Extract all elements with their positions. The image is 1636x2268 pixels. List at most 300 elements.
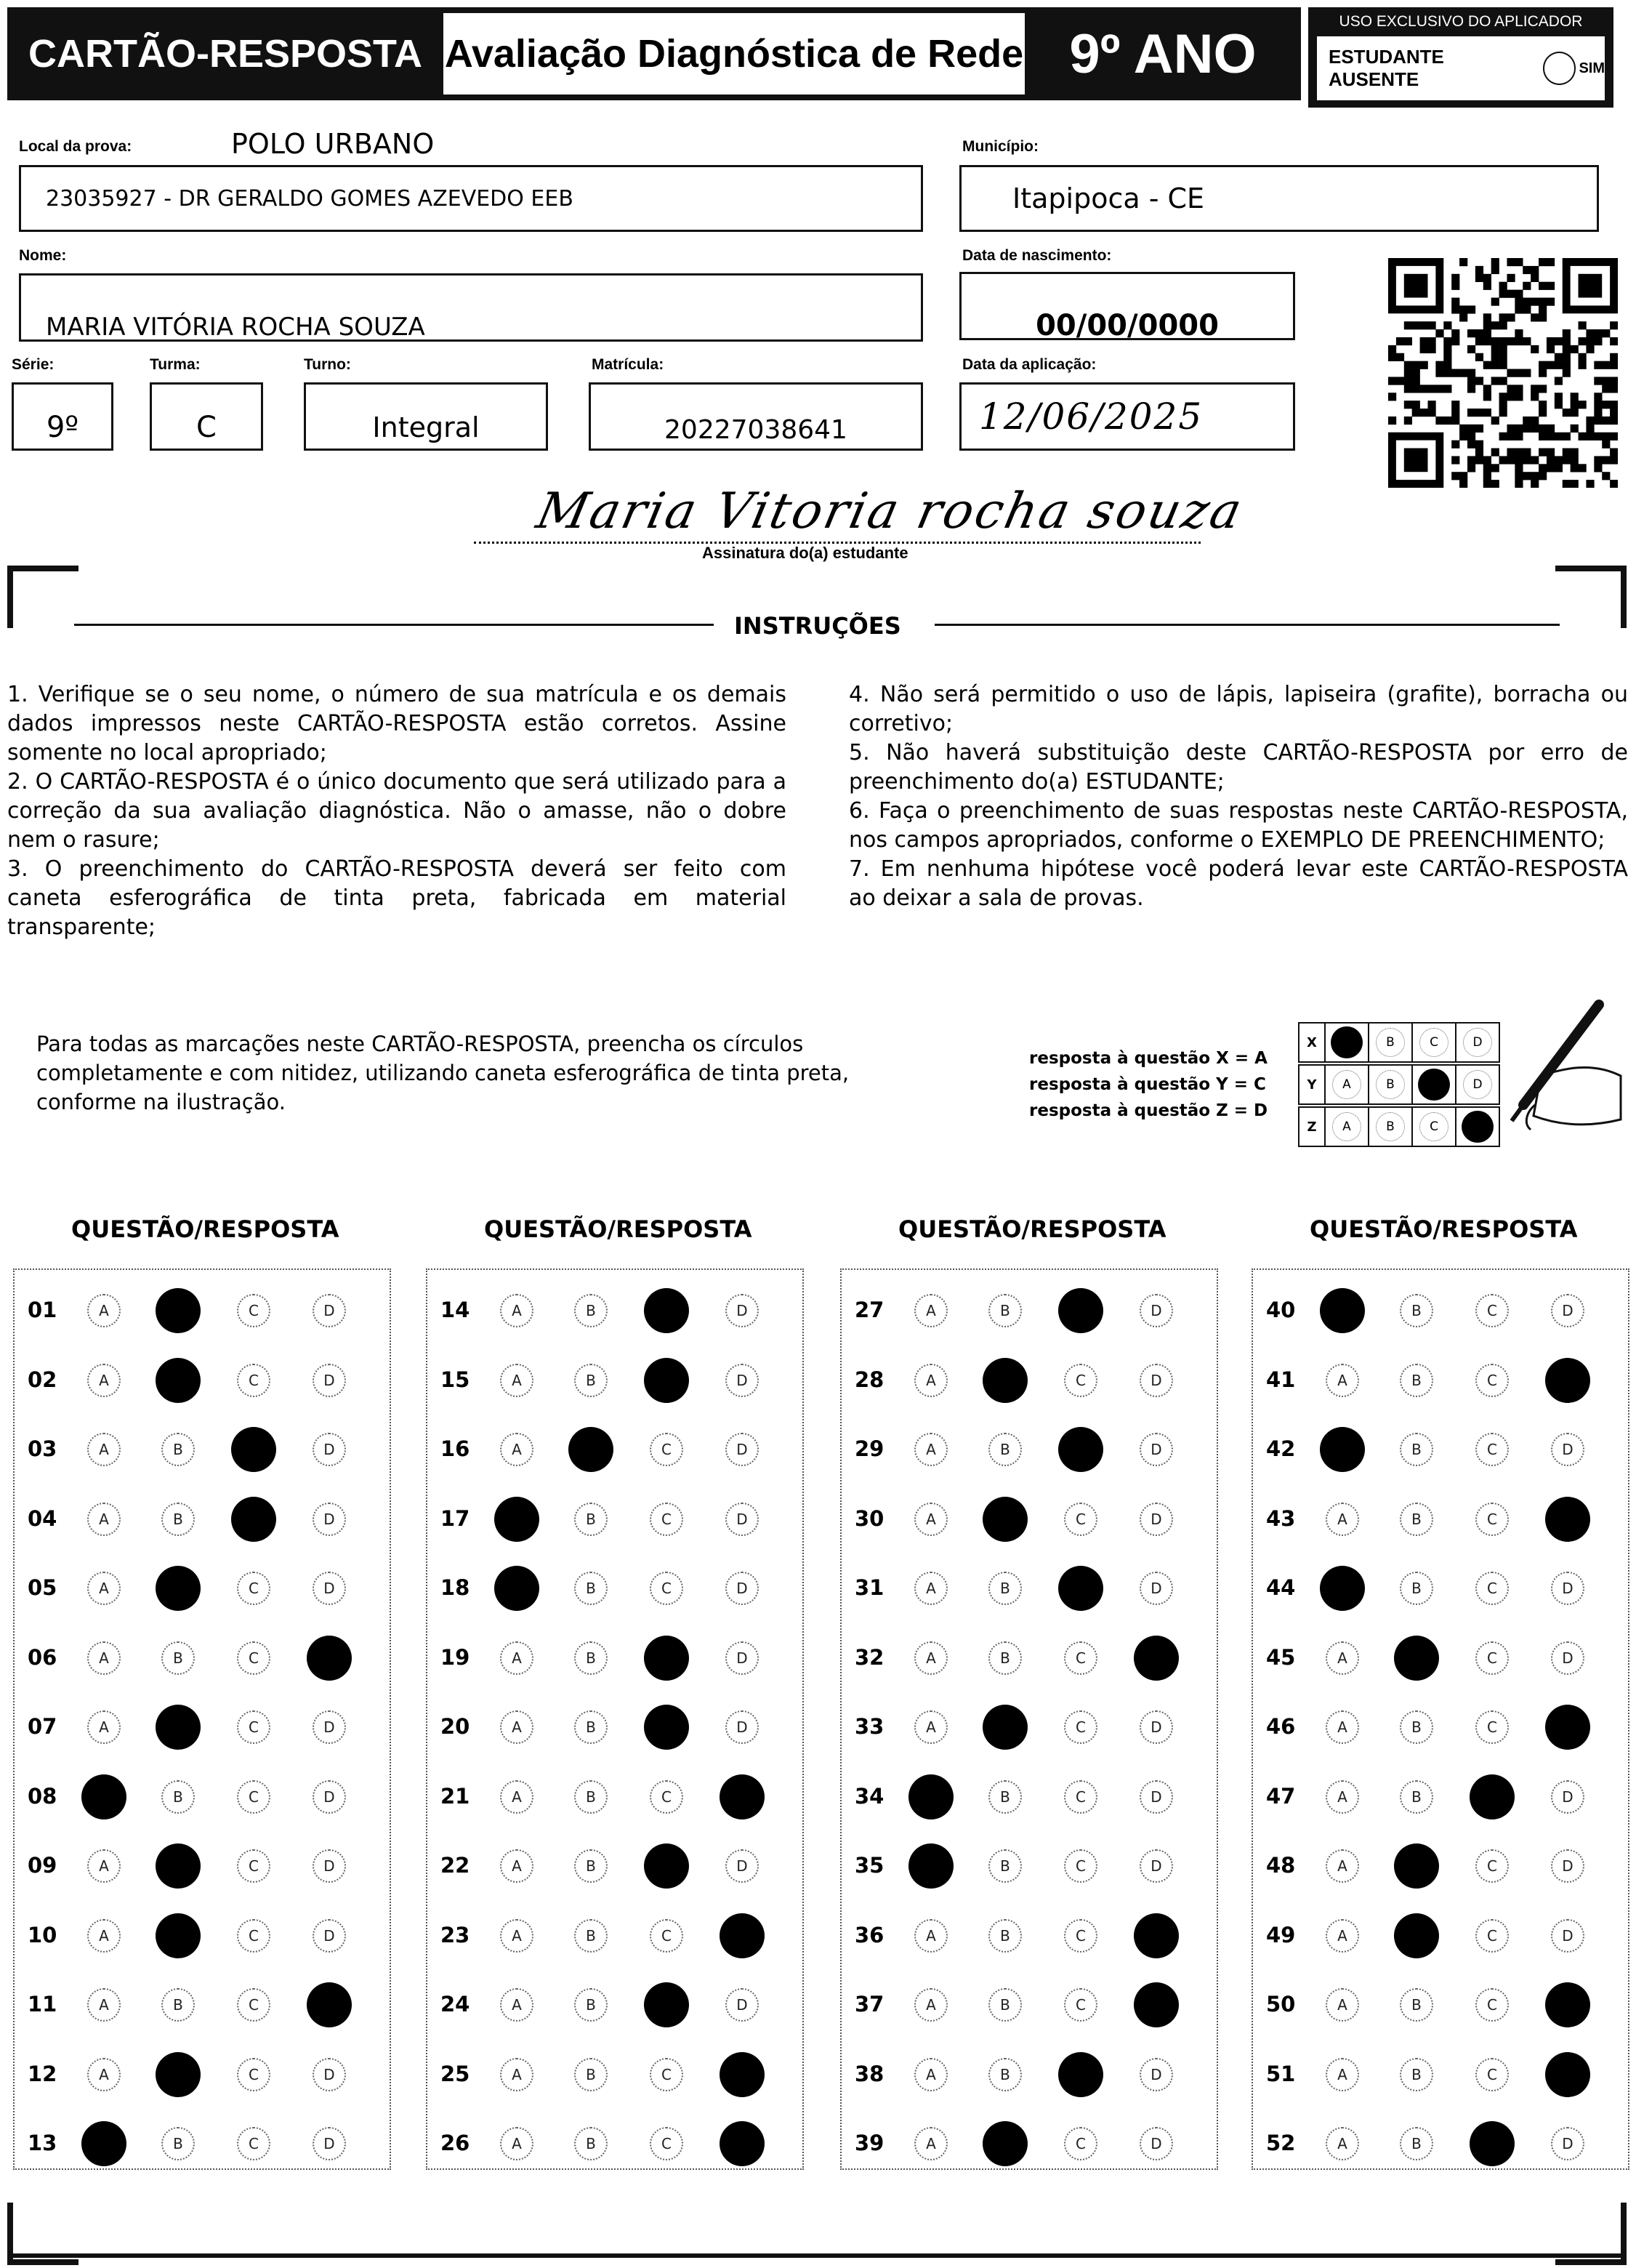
answer-bubble-a[interactable]: A [500, 1364, 533, 1397]
answer-bubble-c[interactable]: C [1475, 1849, 1509, 1883]
answer-bubble-c[interactable]: C [1475, 1572, 1509, 1605]
answer-bubble-c[interactable]: C [1058, 2052, 1103, 2097]
answer-bubble-a[interactable]: A [908, 1774, 954, 1819]
answer-bubble-a[interactable]: A [500, 1780, 533, 1814]
serie-label: Série: [12, 356, 55, 373]
answer-bubble-b[interactable]: B [574, 1364, 608, 1397]
answer-column-3 [840, 1268, 1218, 2170]
answer-bubble-d[interactable]: D [307, 1636, 352, 1681]
nome-field [19, 273, 923, 342]
answer-bubble-c[interactable]: C [644, 1705, 689, 1750]
answer-bubble-c[interactable]: C [237, 1572, 270, 1605]
question-number: 48 [1266, 1853, 1296, 1878]
turno-value: Integral [372, 411, 480, 443]
answer-bubble-a[interactable]: A [914, 1364, 948, 1397]
question-number: 15 [440, 1367, 470, 1392]
question-number: 28 [855, 1367, 885, 1392]
answer-bubble-a[interactable]: A [1326, 2058, 1359, 2091]
answer-bubble-a[interactable]: A [1326, 1780, 1359, 1814]
answer-bubble-d[interactable]: D [1551, 1294, 1584, 1327]
example-bubble-c: C [1419, 1028, 1448, 1057]
answer-bubble-a[interactable]: A [81, 2121, 126, 2166]
answer-bubble-d[interactable]: D [1140, 2127, 1173, 2160]
answer-bubble-c[interactable]: C [1058, 1427, 1103, 1472]
answer-bubble-d[interactable]: D [1140, 1433, 1173, 1466]
answer-bubble-c[interactable]: C [1064, 1503, 1097, 1536]
answer-bubble-c[interactable]: C [231, 1427, 276, 1472]
answer-bubble-b[interactable]: B [574, 2058, 608, 2091]
question-number: 31 [855, 1575, 885, 1600]
answer-bubble-b[interactable]: B [988, 1433, 1022, 1466]
answer-bubble-d[interactable]: D [725, 1641, 759, 1675]
answer-bubble-d[interactable]: D [1551, 2127, 1584, 2160]
answer-bubble-b[interactable]: B [1400, 2058, 1433, 2091]
answer-bubble-b[interactable]: B [574, 1294, 608, 1327]
answer-bubble-a[interactable]: A [87, 1503, 121, 1536]
example-row-label: Z [1298, 1106, 1326, 1147]
question-number: 50 [1266, 1992, 1296, 2016]
answer-bubble-c[interactable]: C [237, 1641, 270, 1675]
question-row [1253, 1775, 1628, 1819]
answer-bubble-a[interactable]: A [1326, 1641, 1359, 1675]
answer-bubble-a[interactable]: A [1326, 1849, 1359, 1883]
matricula-label: Matrícula: [592, 356, 664, 373]
answer-bubble-b[interactable]: B [574, 1503, 608, 1536]
question-row [15, 1359, 390, 1402]
answer-bubble-b[interactable]: B [574, 1849, 608, 1883]
answer-bubble-b[interactable]: B [574, 1780, 608, 1814]
answer-bubble-a[interactable]: A [87, 2058, 121, 2091]
question-number: 24 [440, 1992, 470, 2016]
answer-bubble-a[interactable]: A [87, 1433, 121, 1466]
answer-bubble-c[interactable]: C [1475, 1433, 1509, 1466]
answer-bubble-c[interactable]: C [237, 1919, 270, 1953]
question-number: 22 [440, 1853, 470, 1878]
answer-bubble-c[interactable]: C [1475, 1710, 1509, 1744]
answer-bubble-b[interactable]: B [156, 1358, 201, 1403]
question-number: 52 [1266, 2131, 1296, 2155]
answer-bubble-b[interactable]: B [1394, 1913, 1439, 1958]
question-number: 45 [1266, 1644, 1296, 1670]
question-number: 35 [855, 1853, 885, 1878]
answer-bubble-a[interactable]: A [1326, 1710, 1359, 1744]
answer-bubble-b[interactable]: B [161, 1988, 195, 2022]
example-cell [1368, 1022, 1413, 1063]
answer-bubble-a[interactable]: A [500, 1849, 533, 1883]
answer-bubble-d[interactable]: D [1134, 1913, 1179, 1958]
answer-bubble-c[interactable]: C [650, 2127, 683, 2160]
question-number: 38 [855, 2061, 885, 2086]
answer-bubble-a[interactable]: A [500, 2127, 533, 2160]
answer-bubble-a[interactable]: A [914, 1710, 948, 1744]
answer-bubble-c[interactable]: C [237, 1780, 270, 1814]
answer-bubble-a[interactable]: A [87, 1294, 121, 1327]
answer-bubble-d[interactable]: D [725, 1433, 759, 1466]
question-row [1253, 1844, 1628, 1888]
answer-bubble-a[interactable]: A [494, 1497, 539, 1542]
answer-bubble-b[interactable]: B [156, 2052, 201, 2097]
question-number: 16 [440, 1436, 470, 1461]
answer-bubble-a[interactable]: A [914, 1988, 948, 2022]
answer-bubble-b[interactable]: B [988, 1294, 1022, 1327]
answer-bubble-c[interactable]: C [1058, 1566, 1103, 1611]
answer-bubble-d[interactable]: D [313, 2127, 346, 2160]
answer-bubble-b[interactable]: B [988, 1988, 1022, 2022]
answer-bubble-a[interactable]: A [914, 2058, 948, 2091]
answer-bubble-d[interactable]: D [1140, 1710, 1173, 1744]
answer-bubble-b[interactable]: B [983, 1497, 1028, 1542]
answer-bubble-a[interactable]: A [1320, 1427, 1365, 1472]
answer-bubble-d[interactable]: D [1551, 1780, 1584, 1814]
answer-bubble-c[interactable]: C [1064, 2127, 1097, 2160]
answer-bubble-b[interactable]: B [988, 1780, 1022, 1814]
answer-bubble-c[interactable]: C [1475, 1988, 1509, 2022]
question-number: 05 [28, 1575, 57, 1600]
question-number: 27 [855, 1298, 885, 1322]
answer-bubble-c[interactable]: C [644, 1843, 689, 1889]
answer-bubble-b[interactable]: B [1400, 1503, 1433, 1536]
question-number: 07 [28, 1714, 57, 1739]
answer-bubble-b[interactable]: B [1394, 1843, 1439, 1889]
answer-bubble-a[interactable]: A [908, 1843, 954, 1889]
answer-bubble-c[interactable]: C [1475, 2058, 1509, 2091]
answer-bubble-d[interactable]: D [1551, 1572, 1584, 1605]
instruction-3: 3. O preenchimento do CARTÃO-RESPOSTA deverá ser feito com caneta esferográfica de tinta preta, fabricada em material transparente; [7, 856, 786, 940]
answer-bubble-b[interactable]: B [1400, 2127, 1433, 2160]
question-row [15, 1636, 390, 1680]
answer-bubble-b[interactable]: B [1400, 1572, 1433, 1605]
answer-bubble-d[interactable]: D [313, 1919, 346, 1953]
answer-bubble-c[interactable]: C [237, 1988, 270, 2022]
answer-bubble-a[interactable]: A [914, 1919, 948, 1953]
answer-bubble-c[interactable]: C [644, 1982, 689, 2027]
question-number: 09 [28, 1853, 57, 1878]
answer-bubble-d[interactable]: D [725, 1988, 759, 2022]
answer-bubble-b[interactable]: B [988, 1572, 1022, 1605]
answer-bubble-d[interactable]: D [1545, 1497, 1590, 1542]
question-row [15, 1914, 390, 1958]
matricula-field [589, 382, 923, 451]
question-row [842, 2053, 1217, 2096]
answer-bubble-b[interactable]: B [574, 1572, 608, 1605]
answer-bubble-a[interactable]: A [87, 1641, 121, 1675]
answer-bubble-c[interactable]: C [1475, 1919, 1509, 1953]
question-row [427, 2122, 802, 2166]
question-number: 33 [855, 1714, 885, 1739]
absent-bubble[interactable] [1543, 52, 1576, 85]
answer-bubble-a[interactable]: A [500, 1919, 533, 1953]
answer-bubble-c[interactable]: C [1475, 1503, 1509, 1536]
answer-bubble-d[interactable]: D [725, 1572, 759, 1605]
answer-bubble-b[interactable]: B [574, 1710, 608, 1744]
pen-icon [1483, 996, 1628, 1141]
answer-bubble-d[interactable]: D [725, 1849, 759, 1883]
answer-bubble-d[interactable]: D [313, 1780, 346, 1814]
answer-bubble-d[interactable]: D [1545, 2052, 1590, 2097]
example-bubble-b: B [1376, 1112, 1405, 1141]
column-title-3: QUESTÃO/RESPOSTA [898, 1215, 1166, 1243]
column-title-2: QUESTÃO/RESPOSTA [484, 1215, 752, 1243]
nascimento-field [959, 272, 1295, 340]
answer-bubble-d[interactable]: D [720, 1913, 765, 1958]
question-number: 13 [28, 2131, 57, 2155]
answer-bubble-d[interactable]: D [313, 1849, 346, 1883]
answer-bubble-c[interactable]: C [650, 1780, 683, 1814]
answer-bubble-c[interactable]: C [650, 1919, 683, 1953]
example-bubble-b: B [1376, 1070, 1405, 1099]
answer-bubble-c[interactable]: C [1064, 1710, 1097, 1744]
answer-bubble-b[interactable]: B [1400, 1710, 1433, 1744]
question-row [15, 1289, 390, 1332]
answer-bubble-b[interactable]: B [1400, 1433, 1433, 1466]
answer-bubble-a[interactable]: A [1326, 2127, 1359, 2160]
answer-bubble-b[interactable]: B [574, 1988, 608, 2022]
answer-bubble-c[interactable]: C [644, 1636, 689, 1681]
answer-bubble-b[interactable]: B [161, 1503, 195, 1536]
answer-bubble-b[interactable]: B [983, 2121, 1028, 2166]
answer-bubble-a[interactable]: A [87, 1572, 121, 1605]
answer-bubble-d[interactable]: D [725, 1294, 759, 1327]
answer-bubble-d[interactable]: D [313, 1572, 346, 1605]
answer-bubble-b[interactable]: B [156, 1913, 201, 1958]
answer-bubble-c[interactable]: C [1064, 1364, 1097, 1397]
answer-bubble-c[interactable]: C [1064, 1641, 1097, 1675]
municipio-label: Município: [962, 138, 1039, 155]
answer-bubble-d[interactable]: D [1140, 1849, 1173, 1883]
question-number: 01 [28, 1298, 57, 1322]
answer-bubble-b[interactable]: B [574, 2127, 608, 2160]
example-bubble-c: C [1418, 1069, 1450, 1101]
answer-bubble-c[interactable]: C [231, 1497, 276, 1542]
question-number: 04 [28, 1505, 57, 1531]
answer-bubble-a[interactable]: A [914, 2127, 948, 2160]
answer-bubble-c[interactable]: C [1470, 2121, 1515, 2166]
question-number: 40 [1266, 1298, 1296, 1322]
question-row [427, 1705, 802, 1749]
answer-bubble-d[interactable]: D [1140, 1503, 1173, 1536]
answer-bubble-a[interactable]: A [914, 1294, 948, 1327]
answer-bubble-a[interactable]: A [914, 1433, 948, 1466]
answer-bubble-d[interactable]: D [720, 2052, 765, 2097]
answer-bubble-c[interactable]: C [237, 1710, 270, 1744]
question-number: 23 [440, 1922, 470, 1947]
answer-bubble-d[interactable]: D [313, 2058, 346, 2091]
question-number: 10 [28, 1922, 57, 1947]
example-legend [1029, 1045, 1268, 1124]
answer-bubble-b[interactable]: B [161, 1780, 195, 1814]
answer-bubble-a[interactable]: A [87, 1364, 121, 1397]
answer-bubble-d[interactable]: D [1140, 1780, 1173, 1814]
answer-bubble-a[interactable]: A [494, 1566, 539, 1611]
turno-field [304, 382, 548, 451]
answer-bubble-d[interactable]: D [725, 1710, 759, 1744]
column-title-4: QUESTÃO/RESPOSTA [1310, 1215, 1578, 1243]
answer-bubble-d[interactable]: D [1134, 1636, 1179, 1681]
answer-bubble-d[interactable]: D [313, 1433, 346, 1466]
answer-bubble-a[interactable]: A [500, 1294, 533, 1327]
question-row [427, 1289, 802, 1332]
example-bubble-d: D [1462, 1111, 1494, 1143]
answer-bubble-b[interactable]: B [988, 1919, 1022, 1953]
question-row [1253, 1289, 1628, 1332]
answer-bubble-a[interactable]: A [500, 1641, 533, 1675]
answer-bubble-a[interactable]: A [1326, 1988, 1359, 2022]
question-row [842, 1636, 1217, 1680]
answer-bubble-c[interactable]: C [1470, 1774, 1515, 1819]
local-label: Local da prova: [19, 138, 132, 155]
answer-bubble-d[interactable]: D [1140, 2058, 1173, 2091]
answer-bubble-d[interactable]: D [1545, 1705, 1590, 1750]
example-legend-z: resposta à questão Z = D [1029, 1101, 1268, 1120]
answer-bubble-c[interactable]: C [237, 1294, 270, 1327]
answer-bubble-d[interactable]: D [313, 1710, 346, 1744]
answer-bubble-d[interactable]: D [1140, 1294, 1173, 1327]
answer-bubble-a[interactable]: A [914, 1572, 948, 1605]
question-row [1253, 1428, 1628, 1471]
applicator-title: USO EXCLUSIVO DO APLICADOR [1339, 13, 1583, 30]
answer-bubble-b[interactable]: B [161, 2127, 195, 2160]
question-row [842, 1428, 1217, 1471]
answer-bubble-b[interactable]: B [988, 1641, 1022, 1675]
question-number: 14 [440, 1298, 470, 1322]
answer-bubble-d[interactable]: D [313, 1294, 346, 1327]
turma-value: C [196, 411, 217, 444]
answer-bubble-a[interactable]: A [1320, 1566, 1365, 1611]
answer-bubble-b[interactable]: B [988, 1849, 1022, 1883]
nome-value: MARIA VITÓRIA ROCHA SOUZA [46, 313, 425, 342]
answer-bubble-a[interactable]: A [500, 1433, 533, 1466]
answer-bubble-d[interactable]: D [1134, 1982, 1179, 2027]
instruction-2: 2. O CARTÃO-RESPOSTA é o único documento que será utilizado para a correção da sua avaliação diagnóstica. Não o amasse, não o dobre nem o rasure; [7, 769, 786, 853]
question-row [842, 1844, 1217, 1888]
answer-bubble-c[interactable]: C [237, 1364, 270, 1397]
answer-bubble-c[interactable]: C [1475, 1364, 1509, 1397]
answer-bubble-d[interactable]: D [1551, 1849, 1584, 1883]
answer-bubble-b[interactable]: B [983, 1705, 1028, 1750]
answer-bubble-b[interactable]: B [156, 1288, 201, 1333]
answer-bubble-d[interactable]: D [1140, 1572, 1173, 1605]
answer-bubble-c[interactable]: C [650, 2058, 683, 2091]
answer-bubble-d[interactable]: D [1551, 1641, 1584, 1675]
answer-bubble-d[interactable]: D [720, 2121, 765, 2166]
example-grid [1298, 1022, 1509, 1153]
answer-bubble-c[interactable]: C [644, 1358, 689, 1403]
answer-bubble-b[interactable]: B [161, 1433, 195, 1466]
answer-bubble-d[interactable]: D [725, 1364, 759, 1397]
answer-bubble-b[interactable]: B [568, 1427, 613, 1472]
answer-bubble-b[interactable]: B [156, 1843, 201, 1889]
answer-bubble-a[interactable]: A [914, 1641, 948, 1675]
turma-field [150, 382, 263, 451]
answer-bubble-a[interactable]: A [1326, 1503, 1359, 1536]
example-legend-x: resposta à questão X = A [1029, 1049, 1268, 1068]
answer-bubble-c[interactable]: C [650, 1503, 683, 1536]
answer-bubble-d[interactable]: D [1551, 1919, 1584, 1953]
question-row [842, 1914, 1217, 1958]
turno-label: Turno: [304, 356, 351, 373]
answer-bubble-d[interactable]: D [1551, 1433, 1584, 1466]
answer-bubble-d[interactable]: D [720, 1774, 765, 1819]
answer-bubble-a[interactable]: A [914, 1503, 948, 1536]
answer-bubble-d[interactable]: D [307, 1982, 352, 2027]
nascimento-value: 00/00/0000 [1036, 309, 1219, 342]
question-row [842, 1497, 1217, 1541]
answer-bubble-b[interactable]: B [574, 1919, 608, 1953]
answer-bubble-d[interactable]: D [1545, 1982, 1590, 2027]
answer-bubble-b[interactable]: B [1400, 1294, 1433, 1327]
answer-bubble-a[interactable]: A [81, 1774, 126, 1819]
answer-bubble-a[interactable]: A [87, 1919, 121, 1953]
answer-bubble-d[interactable]: D [313, 1503, 346, 1536]
question-row [842, 1705, 1217, 1749]
answer-bubble-b[interactable]: B [156, 1705, 201, 1750]
answer-bubble-a[interactable]: A [87, 1849, 121, 1883]
answer-bubble-c[interactable]: C [1064, 1849, 1097, 1883]
answer-bubble-c[interactable]: C [1064, 1988, 1097, 2022]
question-row [1253, 1497, 1628, 1541]
answer-bubble-a[interactable]: A [1326, 1364, 1359, 1397]
answer-bubble-c[interactable]: C [650, 1433, 683, 1466]
answer-bubble-d[interactable]: D [725, 1503, 759, 1536]
answer-bubble-b[interactable]: B [161, 1641, 195, 1675]
answer-bubble-a[interactable]: A [500, 2058, 533, 2091]
answer-bubble-b[interactable]: B [983, 1358, 1028, 1403]
answer-column-4 [1252, 1268, 1629, 2170]
question-row [427, 1844, 802, 1888]
answer-bubble-c[interactable]: C [1475, 1641, 1509, 1675]
instructions-right [849, 680, 1628, 913]
signature-label: Assinatura do(a) estudante [702, 544, 908, 562]
answer-bubble-b[interactable]: B [574, 1641, 608, 1675]
answer-bubble-a[interactable]: A [87, 1710, 121, 1744]
absent-label: ESTUDANTE AUSENTE [1329, 46, 1444, 90]
school-value: 23035927 - DR GERALDO GOMES AZEVEDO EEB [46, 185, 573, 212]
answer-bubble-a[interactable]: A [1326, 1919, 1359, 1953]
answer-bubble-d[interactable]: D [1140, 1364, 1173, 1397]
signature-value: Maria Vitoria rocha souza [531, 483, 1249, 540]
question-row [842, 1983, 1217, 2027]
answer-bubble-c[interactable]: C [644, 1288, 689, 1333]
answer-bubble-c[interactable]: C [1475, 1294, 1509, 1327]
question-row [427, 1497, 802, 1541]
answer-bubble-d[interactable]: D [313, 1364, 346, 1397]
answer-bubble-a[interactable]: A [1320, 1288, 1365, 1333]
answer-bubble-b[interactable]: B [988, 2058, 1022, 2091]
question-row [842, 1775, 1217, 1819]
answer-bubble-c[interactable]: C [650, 1572, 683, 1605]
answer-bubble-c[interactable]: C [1064, 1919, 1097, 1953]
example-cell [1411, 1106, 1456, 1147]
answer-bubble-c[interactable]: C [1058, 1288, 1103, 1333]
answer-bubble-c[interactable]: C [237, 1849, 270, 1883]
answer-bubble-b[interactable]: B [1400, 1780, 1433, 1814]
answer-bubble-a[interactable]: A [500, 1988, 533, 2022]
answer-bubble-c[interactable]: C [237, 2058, 270, 2091]
answer-bubble-b[interactable]: B [1394, 1636, 1439, 1681]
answer-bubble-d[interactable]: D [1545, 1358, 1590, 1403]
answer-bubble-a[interactable]: A [87, 1988, 121, 2022]
question-row [15, 2053, 390, 2096]
question-number: 32 [855, 1644, 885, 1670]
question-number: 26 [440, 2131, 470, 2155]
answer-bubble-c[interactable]: C [237, 2127, 270, 2160]
answer-bubble-b[interactable]: B [156, 1566, 201, 1611]
answer-bubble-a[interactable]: A [500, 1710, 533, 1744]
answer-bubble-c[interactable]: C [1064, 1780, 1097, 1814]
question-row [1253, 1914, 1628, 1958]
answer-bubble-b[interactable]: B [1400, 1988, 1433, 2022]
answer-bubble-b[interactable]: B [1400, 1364, 1433, 1397]
